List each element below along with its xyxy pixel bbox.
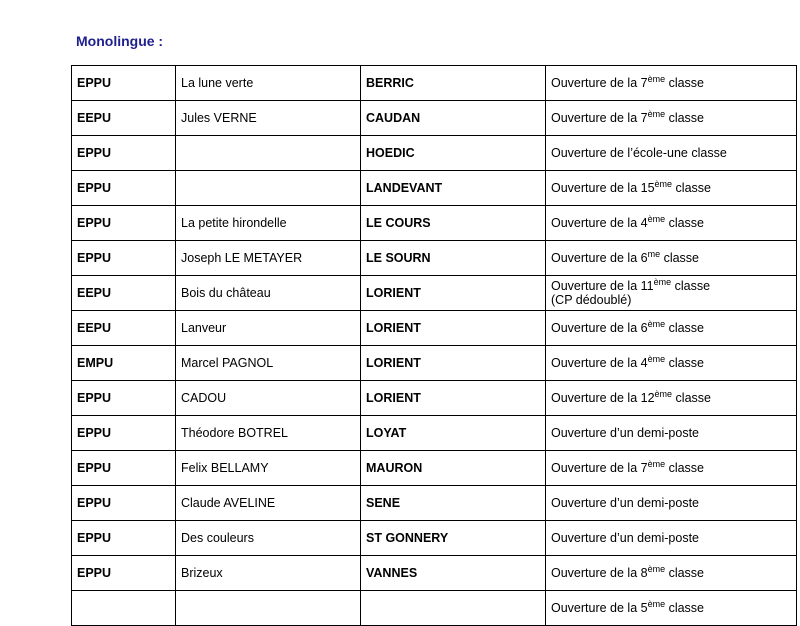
table-row (72, 591, 797, 626)
school-type-cell: EPPU (72, 171, 176, 206)
action-text-suffix: classe (672, 391, 711, 405)
city-cell: LANDEVANT (361, 171, 546, 206)
action-text: Ouverture d’un demi-poste (551, 531, 699, 545)
school-name-cell: Théodore BOTREL (176, 416, 361, 451)
action-text: Ouverture de la 4 (551, 356, 648, 370)
action-cell (546, 66, 797, 101)
table-row (72, 101, 797, 136)
action-cell (546, 451, 797, 486)
school-type-cell: EPPU (72, 416, 176, 451)
action-text: Ouverture de la 6 (551, 321, 648, 335)
school-type-cell: EMPU (72, 346, 176, 381)
action-cell (546, 171, 797, 206)
action-text: Ouverture d’un demi-poste (551, 426, 699, 440)
ordinal-suffix: ème (654, 389, 673, 399)
action-cell (546, 346, 797, 381)
action-cell (546, 311, 797, 346)
city-cell (361, 591, 546, 626)
action-text-suffix: classe (665, 321, 705, 335)
table-row (72, 276, 797, 311)
table-row (72, 66, 797, 101)
school-type-cell: EPPU (72, 241, 176, 276)
table-row (72, 171, 797, 206)
school-name-cell: Des couleurs (176, 521, 361, 556)
school-name-cell (176, 591, 361, 626)
school-name-cell (176, 136, 361, 171)
school-name-cell: Claude AVELINE (176, 486, 361, 521)
table-row (72, 206, 797, 241)
ordinal-suffix: me (647, 249, 661, 259)
school-name-cell: Bois du château (176, 276, 361, 311)
table-row (72, 521, 797, 556)
city-cell: LE SOURN (361, 241, 546, 276)
school-name-cell: Brizeux (176, 556, 361, 591)
ordinal-suffix: ème (647, 74, 666, 84)
action-text-suffix: classe (665, 461, 705, 475)
school-type-cell (72, 591, 176, 626)
action-note: (CP dédoublé) (551, 293, 632, 307)
action-text: Ouverture de la 7 (551, 111, 648, 125)
action-cell (546, 136, 797, 171)
action-text: Ouverture de la 12 (551, 391, 655, 405)
action-cell (546, 101, 797, 136)
action-text: Ouverture de la 7 (551, 76, 648, 90)
city-cell: LORIENT (361, 311, 546, 346)
action-cell (546, 276, 797, 311)
table-row (72, 311, 797, 346)
city-cell: BERRIC (361, 66, 546, 101)
action-cell (546, 521, 797, 556)
table-row (72, 556, 797, 591)
ordinal-suffix: ème (647, 564, 666, 574)
city-cell: ST GONNERY (361, 521, 546, 556)
city-cell: LORIENT (361, 276, 546, 311)
school-type-cell: EPPU (72, 486, 176, 521)
action-text-suffix: classe (665, 216, 705, 230)
school-type-cell: EPPU (72, 381, 176, 416)
action-text: Ouverture d’un demi-poste (551, 496, 699, 510)
schools-table (71, 65, 797, 626)
school-type-cell: EPPU (72, 521, 176, 556)
school-type-cell: EPPU (72, 136, 176, 171)
city-cell: LE COURS (361, 206, 546, 241)
school-type-cell: EPPU (72, 66, 176, 101)
city-cell: LORIENT (361, 346, 546, 381)
action-text: Ouverture de la 11 (551, 279, 654, 293)
school-name-cell: Felix BELLAMY (176, 451, 361, 486)
action-text-suffix: classe (665, 601, 705, 615)
ordinal-suffix: ème (647, 319, 666, 329)
school-type-cell: EEPU (72, 276, 176, 311)
table-row (72, 416, 797, 451)
table-row (72, 136, 797, 171)
school-name-cell: La lune verte (176, 66, 361, 101)
section-heading: Monolingue : (76, 33, 164, 49)
ordinal-suffix: ème (647, 109, 666, 119)
school-name-cell (176, 171, 361, 206)
table-row (72, 241, 797, 276)
school-name-cell: Jules VERNE (176, 101, 361, 136)
action-cell (546, 591, 797, 626)
city-cell: LOYAT (361, 416, 546, 451)
school-type-cell: EPPU (72, 451, 176, 486)
action-cell (546, 241, 797, 276)
school-name-cell: Marcel PAGNOL (176, 346, 361, 381)
action-cell (546, 381, 797, 416)
action-text: Ouverture de la 4 (551, 216, 648, 230)
action-text-suffix: classe (665, 566, 705, 580)
action-text: Ouverture de la 8 (551, 566, 648, 580)
city-cell: SENE (361, 486, 546, 521)
table-row (72, 346, 797, 381)
city-cell: CAUDAN (361, 101, 546, 136)
action-text: Ouverture de la 7 (551, 461, 648, 475)
ordinal-suffix: ème (647, 214, 666, 224)
school-type-cell: EPPU (72, 206, 176, 241)
action-text-suffix: classe (665, 76, 705, 90)
table-row (72, 381, 797, 416)
school-name-cell: CADOU (176, 381, 361, 416)
school-type-cell: EEPU (72, 311, 176, 346)
school-type-cell: EEPU (72, 101, 176, 136)
city-cell: VANNES (361, 556, 546, 591)
action-cell (546, 556, 797, 591)
ordinal-suffix: ème (647, 354, 666, 364)
table-row (72, 486, 797, 521)
action-text-suffix: classe (671, 279, 711, 293)
ordinal-suffix: ème (647, 599, 666, 609)
action-text: Ouverture de l’école-une classe (551, 146, 727, 160)
school-type-cell: EPPU (72, 556, 176, 591)
table-row (72, 451, 797, 486)
action-text: Ouverture de la 5 (551, 601, 648, 615)
action-text: Ouverture de la 6 (551, 251, 648, 265)
action-cell (546, 416, 797, 451)
action-text-suffix: classe (665, 356, 705, 370)
action-text-suffix: classe (672, 181, 711, 195)
school-name-cell: La petite hirondelle (176, 206, 361, 241)
action-text-suffix: classe (665, 111, 705, 125)
ordinal-suffix: ème (654, 179, 673, 189)
city-cell: MAURON (361, 451, 546, 486)
action-cell (546, 206, 797, 241)
action-text-suffix: classe (660, 251, 700, 265)
ordinal-suffix: ème (653, 277, 672, 287)
city-cell: LORIENT (361, 381, 546, 416)
school-name-cell: Lanveur (176, 311, 361, 346)
action-text: Ouverture de la 15 (551, 181, 655, 195)
action-cell (546, 486, 797, 521)
city-cell: HOEDIC (361, 136, 546, 171)
ordinal-suffix: ème (647, 459, 666, 469)
school-name-cell: Joseph LE METAYER (176, 241, 361, 276)
